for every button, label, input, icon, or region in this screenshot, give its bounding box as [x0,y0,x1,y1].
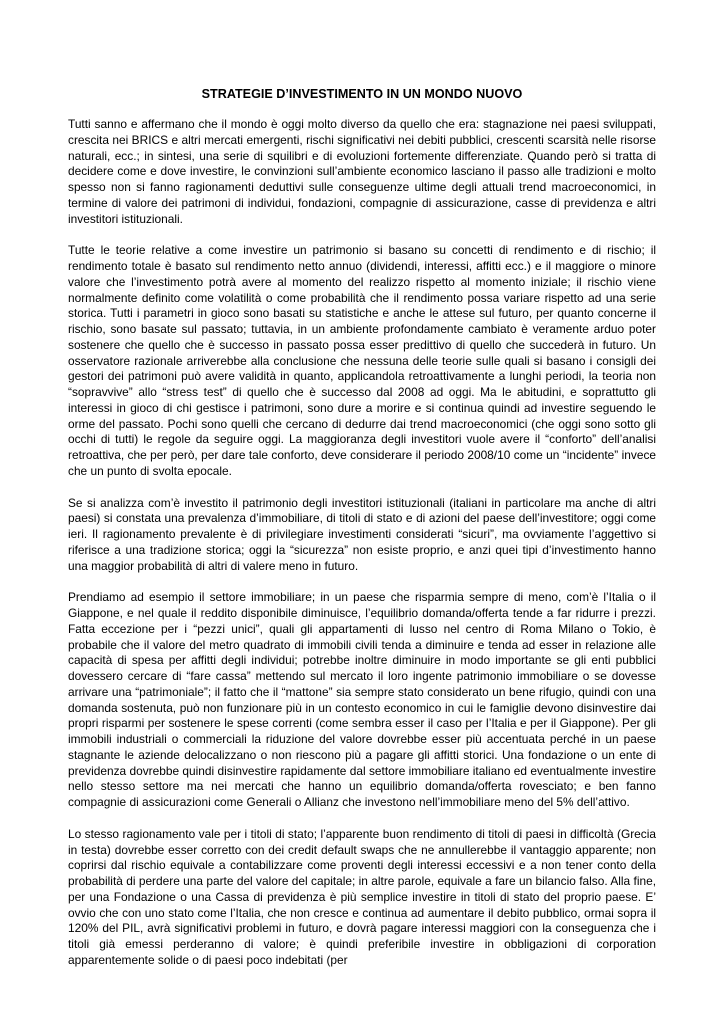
paragraph-intro: Tutti sanno e affermano che il mondo è oggi molto diverso da quello che era: stagnazione nei paesi sviluppati, crescita nei BRICS e altri mercati emergenti, rischi significativi nei debiti pubblici, crescenti scarsità nelle risorse naturali, ecc.; in sintesi, una serie di squilibri e di evoluzioni fortemente differenziate. Quando però si tratta di decidere come e dove investire, le convinzioni sull’ambiente economico lasciano il passo alle tradizioni e molto spesso non si fanno ragionamenti deduttivi sulle conseguenze ultime degli attuali trend macroeconomici, in termine di valore dei patrimoni di individui, fondazioni, compagnie di assicurazione, casse di previdenza e altri investitori istituzionali. [68,117,656,226]
paragraph-theories: Tutte le teorie relative a come investire un patrimonio si basano su concetti di rendimento e di rischio; il rendimento totale è basato sul rendimento netto annuo (dividendi, interessi, affitti ecc.) e il maggiore o minore valore che l’investimento potrà avere al momento del realizzo rispetto al momento iniziale; il rischio viene normalmente definito come volatilità o come probabilità che il rendimento possa variare rispetto ad una serie storica. Tutti i parametri in gioco sono basati su statistiche e anche le attese sul futuro, per quanto concerne il rischio, sono basate sul passato; tuttavia, in un ambiente profondamente cambiato è veramente arduo poter sostenere che quello che è successo in passato possa esser predittivo di quello che succederà in futuro. Un osservatore razionale arriverebbe alla conclusione che nessuna delle teorie sulle quali si basano i consigli dei gestori dei patrimoni può avere validità in quanto, applicandola retroattivamente a lunghi periodi, la teoria non “sopravvive” allo “stress test” di quello che è successo dal 2008 ad oggi. Ma le abitudini, e soprattutto gli interessi in gioco di chi gestisce i patrimoni, sono dure a morire e si continua quindi ad investire seguendo le orme del passato. Pochi sono quelli che cercano di dedurre dai trend macroeconomici (che oggi sono sotto gli occhi di tutti) le regole da seguire oggi. La maggioranza degli investitori vuole avere il “conforto” dell’analisi retroattiva, che per però, per dare tale conforto, deve considerare il periodo 2008/10 come un “incidente” invece che un punto di svolta epocale. [68,243,656,478]
paragraph-real-estate: Prendiamo ad esempio il settore immobiliare; in un paese che risparmia sempre di meno, com’è l’Italia o il Giappone, e nel quale il reddito disponibile diminuisce, l’equilibrio domanda/offerta tende a far ridurre i prezzi. Fatta eccezione per i “pezzi unici”, quali gli appartamenti di lusso nel centro di Roma Milano o Tokio, è probabile che il valore del metro quadrato di immobili civili tenda a diminuire e tenda ad esser in relazione alle capacità di spesa per affitti degli individui; potrebbe inoltre diminuire in modo importante se gli enti pubblici dovessero cercare di “fare cassa” mettendo sul mercato il loro ingente patrimonio immobiliare o se dovesse arrivare una “patrimoniale”; il fatto che il “mattone” sia sempre stato considerato un bene rifugio, quindi con una domanda sostenuta, può non funzionare più in un contesto economico in cui le famiglie devono disinvestire dai propri risparmi per sostenere le spese correnti (come sembra esser il caso per l’Italia e per il Giappone). Per gli immobili industriali o commerciali la riduzione del valore dovrebbe esser più accentuata perché in un paese stagnante le aziende delocalizzano o non riescono più a pagare gli affitti storici. Una fondazione o un ente di previdenza dovrebbe quindi disinvestire rapidamente dal settore immobiliare italiano ed eventualmente investire nello stesso settore ma nei mercati che hanno un equilibrio domanda/offerta rovesciato; e ben fanno compagnie di assicurazioni come Generali o Allianz che investono nell’immobiliare meno del 5% dell’attivo. [68,590,656,809]
document-body [68,86,656,985]
paragraph-government-bonds: Lo stesso ragionamento vale per i titoli di stato; l’apparente buon rendimento di titoli di paesi in difficoltà (Grecia in testa) dovrebbe esser corretto con dei credit default swaps che ne annullerebbe il vantaggio apparente; non coprirsi dal rischio equivale a contabilizzare come proventi degli interessi eccessivi e a non tener conto della probabilità di perdere una parte del valore del capitale; in altre parole, equivale a fare un bilancio falso. Alla fine, per una Fondazione o una Cassa di previdenza è più semplice investire in titoli di stato del proprio paese. E’ ovvio che con uno stato come l’Italia, che non cresce e continua ad aumentare il debito pubblico, ormai sopra il 120% del PIL, avrà significativi problemi in futuro, e dovrà pagare interessi maggiori con la conseguenza che i titoli già emessi perderanno di valore; è quindi preferibile investire in obbligazioni di corporation apparentemente solide o di paesi poco indebitati (per [68,826,656,967]
paragraph-institutional-investors: Se si analizza com’è investito il patrimonio degli investitori istituzionali (italiani in particolare ma anche di altri paesi) si constata una prevalenza d’immobiliare, di titoli di stato e di azioni del paese dell’investitore; oggi come ieri. Il ragionamento prevalente è di privilegiare investimenti considerati “sicuri”, ma ovviamente l’aggettivo si riferisce a una tradizione storica; oggi la “sicurezza” non esiste proprio, e anzi quei tipi d’investimento hanno una maggior probabilità di altri di valere meno in futuro. [68,495,656,573]
document-title: STRATEGIE D’INVESTIMENTO IN UN MONDO NUOVO [201,87,523,101]
